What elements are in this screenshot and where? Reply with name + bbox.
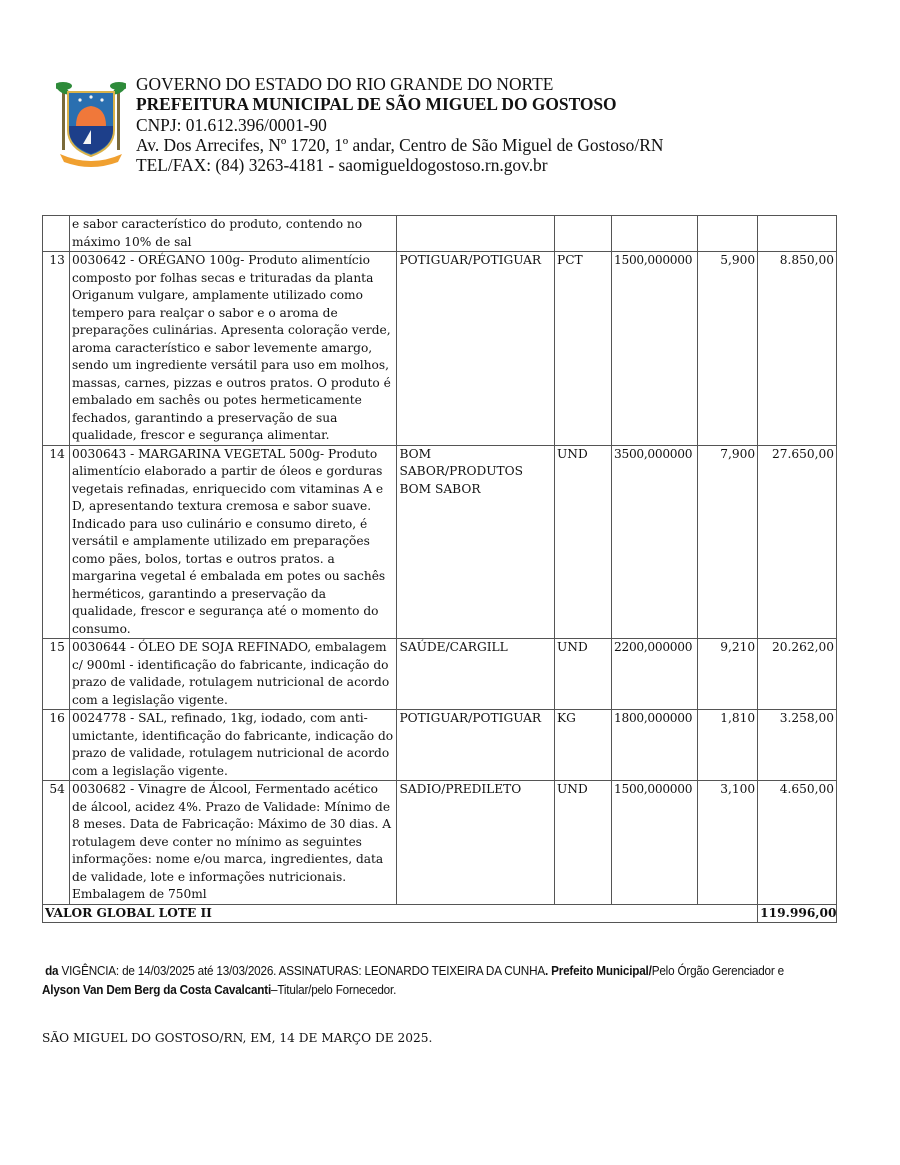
city-date: SÃO MIGUEL DO GOSTOSO/RN, EM, 14 DE MARÇO DE 2025. (42, 1031, 433, 1045)
item-unit: UND (555, 445, 612, 639)
footer-manager: Pelo Órgão Gerenciador e (651, 964, 784, 978)
item-unit: KG (555, 710, 612, 781)
item-description: 0024778 - SAL, refinado, 1kg, iodado, com anti-umictante, identificação do fabricante, indicação do prazo de validade, rotulagem nutricional de acordo com a legislação vigente. (69, 710, 397, 781)
item-quantity: 1500,000000 (612, 781, 698, 905)
item-total: 4.650,00 (758, 781, 837, 905)
item-unit-price: 9,210 (698, 639, 758, 710)
table-row (43, 639, 837, 710)
table-row (43, 445, 837, 639)
table-row (43, 710, 837, 781)
item-quantity: 3500,000000 (612, 445, 698, 639)
item-brand: POTIGUAR/POTIGUAR (397, 710, 555, 781)
item-total: 8.850,00 (758, 252, 837, 446)
item-number: 15 (43, 639, 70, 710)
items-table (42, 215, 837, 923)
header-cnpj: CNPJ: 01.612.396/0001-90 (136, 114, 327, 135)
validity-signatures-paragraph (42, 962, 795, 1000)
item-unit: UND (555, 639, 612, 710)
item-description: 0030642 - ORÉGANO 100g- Produto alimentício composto por folhas secas e trituradas da planta Origanum vulgare, amplamente utilizado como tempero para realçar o sabor e o aroma de preparações culinárias. Apresenta coloração verde, aroma característico e sabor levemente amargo, sendo um ingrediente versátil para uso em molhos, massas, carnes, pizzas e outros pratos. O produto é embalado em sachês ou potes hermeticamente fechados, garantindo a preservação de sua qualidade, frescor e segurança alimentar. (69, 252, 397, 446)
item-number: 54 (43, 781, 70, 905)
letterhead-text (136, 74, 663, 175)
item-unit-price: 7,900 (698, 445, 758, 639)
item-unit (555, 216, 612, 252)
header-address: Av. Dos Arrecifes, Nº 1720, 1º andar, Centro de São Miguel de Gostoso/RN (136, 134, 664, 155)
item-total: 20.262,00 (758, 639, 837, 710)
item-brand: POTIGUAR/POTIGUAR (397, 252, 555, 446)
item-quantity: 1800,000000 (612, 710, 698, 781)
item-number (43, 216, 70, 252)
item-description: 0030682 - Vinagre de Álcool, Fermentado acético de álcool, acidez 4%. Prazo de Validade: Mínimo de 8 meses. Data de Fabricação: Máximo de 30 dias. A rotulagem deve conter no mínimo as seguintes informações: nome e/ou marca, ingredientes, data de validade, lote e informações nutricionais. Embalagem de 750ml (69, 781, 397, 905)
item-quantity: 1500,000000 (612, 252, 698, 446)
item-description: 0030644 - ÓLEO DE SOJA REFINADO, embalagem c/ 900ml - identificação do fabricante, indicação do prazo de validade, rotulagem nutricional de acordo com a legislação vigente. (69, 639, 397, 710)
item-description: e sabor característico do produto, contendo no máximo 10% de sal (69, 216, 397, 252)
header-municipality: PREFEITURA MUNICIPAL DE SÃO MIGUEL DO GOSTOSO (136, 94, 617, 115)
item-total: 27.650,00 (758, 445, 837, 639)
item-description: 0030643 - MARGARINA VEGETAL 500g- Produto alimentício elaborado a partir de óleos e gorduras vegetais refinadas, enriquecido com vitaminas A e D, apresentando textura cremosa e sabor suave. Indicado para uso culinário e consumo direto, é versátil e amplamente utilizado em preparações como pães, bolos, tortas e outros pratos. a margarina vegetal é embalada em potes ou sachês herméticos, garantindo a preservação da qualidade, frescor e segurança até o momento do consumo. (69, 445, 397, 639)
footer-da: da (45, 964, 59, 978)
item-unit: UND (555, 781, 612, 905)
header-contact: TEL/FAX: (84) 3263-4181 - saomigueldogostoso.rn.gov.br (136, 155, 548, 176)
total-value: 119.996,00 (758, 904, 837, 923)
item-unit-price: 3,100 (698, 781, 758, 905)
table-row-continuation (43, 216, 837, 252)
letterhead (56, 74, 756, 184)
item-total: 3.258,00 (758, 710, 837, 781)
coat-of-arms-icon (56, 74, 126, 170)
item-unit-price (698, 216, 758, 252)
item-unit: PCT (555, 252, 612, 446)
item-number: 16 (43, 710, 70, 781)
item-brand: SADIO/PREDILETO (397, 781, 555, 905)
item-number: 14 (43, 445, 70, 639)
item-unit-price: 5,900 (698, 252, 758, 446)
footer-supplier-role: –Titular/pelo Fornecedor. (271, 983, 397, 997)
item-brand (397, 216, 555, 252)
total-label: VALOR GLOBAL LOTE II (43, 904, 758, 923)
table-total-row (43, 904, 837, 923)
item-total (758, 216, 837, 252)
item-unit-price: 1,810 (698, 710, 758, 781)
table-row (43, 252, 837, 446)
footer-mayor-title: . Prefeito Municipal/ (544, 964, 652, 978)
header-state: GOVERNO DO ESTADO DO RIO GRANDE DO NORTE (136, 74, 554, 94)
footer-validity: VIGÊNCIA: de 14/03/2025 até 13/03/2026. ASSINATURAS: LEONARDO TEIXEIRA DA CUNHA (58, 964, 545, 978)
item-brand: BOM SABOR/PRODUTOS BOM SABOR (397, 445, 555, 639)
item-quantity: 2200,000000 (612, 639, 698, 710)
item-brand: SAÚDE/CARGILL (397, 639, 555, 710)
item-quantity (612, 216, 698, 252)
footer-supplier-name: Alyson Van Dem Berg da Costa Cavalcanti (42, 983, 272, 997)
item-number: 13 (43, 252, 70, 446)
table-row (43, 781, 837, 905)
